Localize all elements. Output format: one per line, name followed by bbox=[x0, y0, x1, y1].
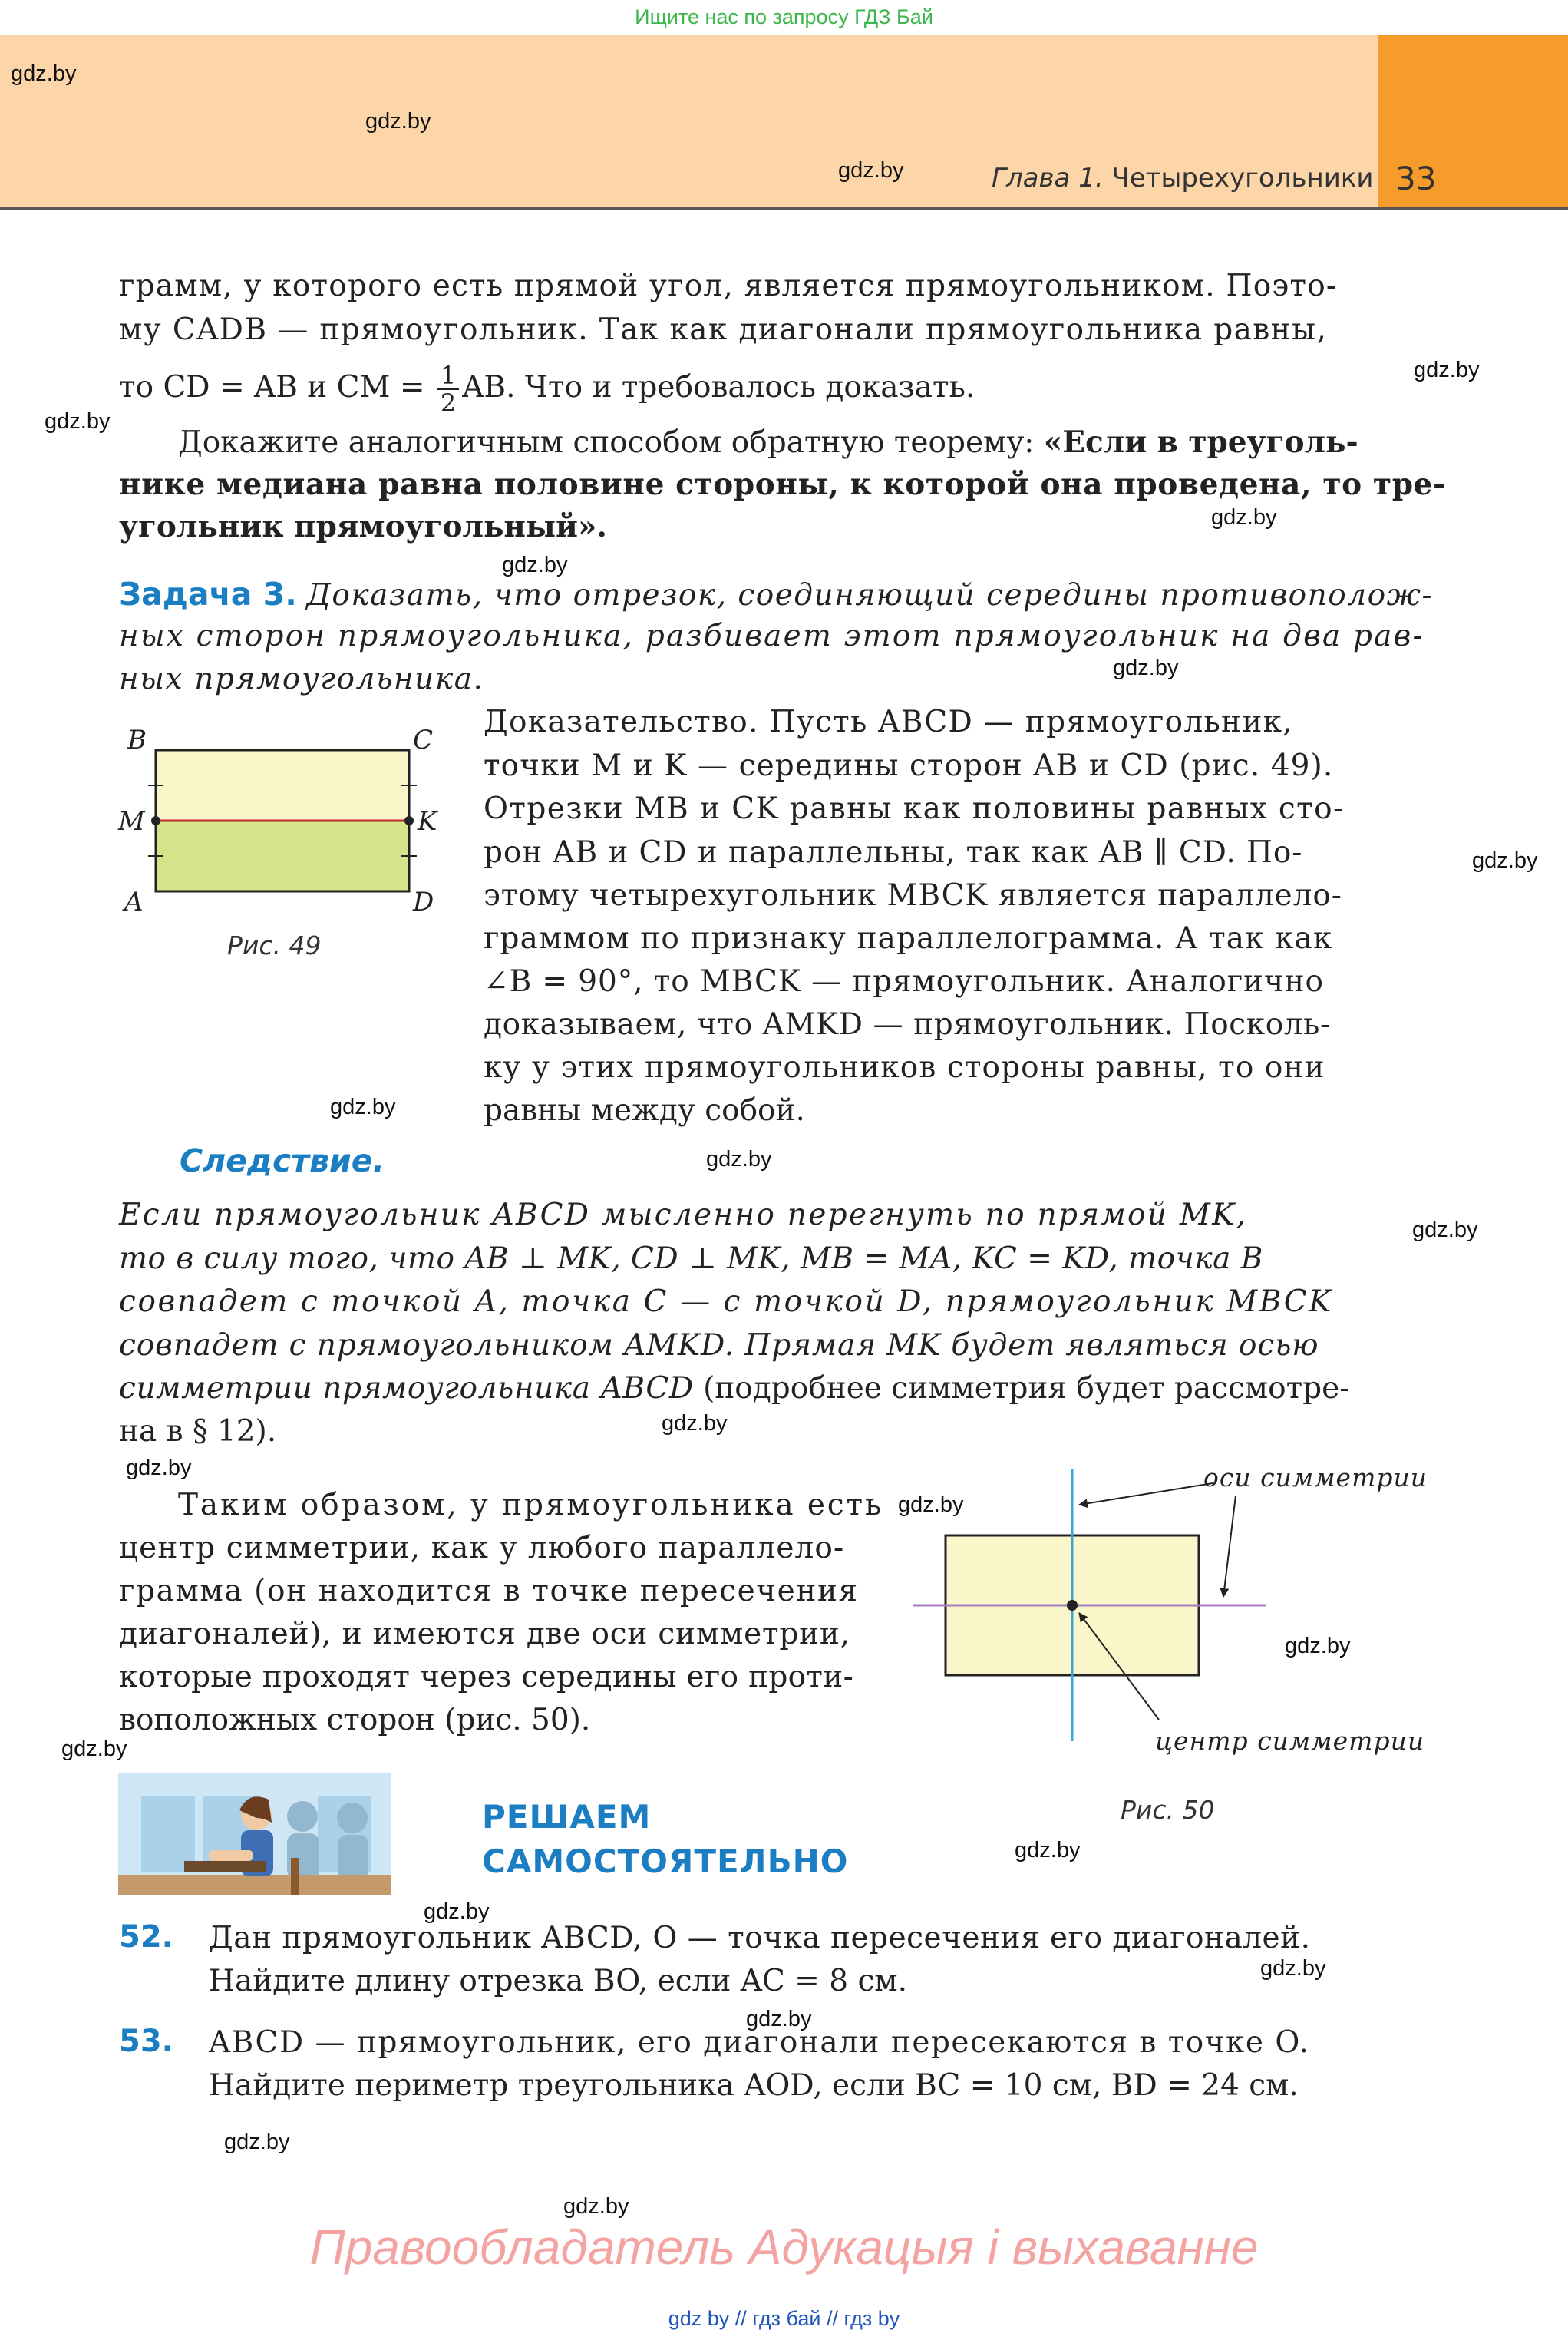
section-title-line1: РЕШАЕМ bbox=[482, 1798, 652, 1836]
proof-line: равны между собой. bbox=[484, 1093, 805, 1128]
figure-49 bbox=[115, 714, 468, 967]
center-label: центр симметрии bbox=[1155, 1726, 1425, 1756]
label-c: C bbox=[413, 725, 434, 755]
corollary-line: то в силу того, что AB ⊥ MK, CD ⊥ MK, MB = MA, KC = KD, точка B bbox=[119, 1241, 1263, 1276]
body-line: диагоналей), и имеются две оси симметрии, bbox=[119, 1617, 850, 1651]
problem-number: 53. bbox=[119, 2024, 173, 2059]
point-k bbox=[404, 816, 414, 825]
corollary-line: на в § 12). bbox=[119, 1414, 277, 1449]
header-divider bbox=[0, 207, 1568, 210]
chapter-name: Четырехугольники bbox=[1111, 163, 1374, 193]
corollary-line: совпадет с прямоугольником AMKD. Прямая MK будет являться осью bbox=[119, 1328, 1319, 1363]
watermark: gdz.by bbox=[11, 61, 77, 86]
watermark: gdz.by bbox=[365, 109, 431, 134]
task-line: ных сторон прямоугольника, разбивает этот прямоугольник на два рав- bbox=[119, 619, 1424, 653]
proof-line: ку у этих прямоугольников стороны равны, то они bbox=[484, 1050, 1325, 1085]
watermark: gdz.by bbox=[424, 1899, 490, 1924]
watermark: gdz.by bbox=[61, 1737, 127, 1761]
watermark: gdz.by bbox=[126, 1456, 192, 1480]
theorem-line: нике медиана равна половине стороны, к которой она проведена, то тре- bbox=[119, 467, 1446, 502]
watermark: gdz.by bbox=[746, 2007, 812, 2031]
corollary-line bbox=[119, 1371, 1349, 1406]
axes-label: оси симметрии bbox=[1203, 1462, 1428, 1492]
theorem-line: угольник прямоугольный». bbox=[119, 509, 607, 544]
body-line: центр симметрии, как у любого параллело- bbox=[119, 1531, 845, 1565]
label-k: K bbox=[418, 806, 437, 837]
problem-line: ABCD — прямоугольник, его диагонали пересекаются в точке O. bbox=[209, 2025, 1310, 2060]
page-number: 33 bbox=[1395, 160, 1437, 197]
watermark: gdz.by bbox=[1414, 358, 1480, 382]
watermark: gdz.by bbox=[502, 553, 568, 577]
chapter-prefix: Глава 1. bbox=[992, 163, 1104, 193]
corollary-heading: Следствие. bbox=[180, 1142, 385, 1179]
problem-line: Дан прямоугольник ABCD, O — точка пересечения его диагоналей. bbox=[209, 1921, 1311, 1955]
lower-rectangle bbox=[156, 821, 409, 891]
watermark: gdz.by bbox=[45, 409, 111, 434]
proof-line: этому четырехугольник MBCK является параллело- bbox=[484, 878, 1342, 913]
watermark: gdz.by bbox=[1412, 1218, 1478, 1242]
axis-arrow bbox=[1079, 1483, 1213, 1505]
section-title-line2: САМОСТОЯТЕЛЬНО bbox=[482, 1843, 849, 1880]
body-text: AB. Что и требовалось доказать. bbox=[462, 370, 975, 405]
body-line bbox=[178, 425, 1358, 460]
task-line bbox=[119, 576, 1433, 613]
point-m bbox=[151, 816, 160, 825]
corollary-note: (подробнее симметрия будет рассмотре- bbox=[693, 1371, 1350, 1406]
problem-number: 52. bbox=[119, 1919, 173, 1955]
body-text: то CD = AB и CM = bbox=[119, 370, 434, 405]
label-a: A bbox=[124, 887, 144, 917]
fraction-numerator: 1 bbox=[437, 362, 459, 390]
fraction-denominator: 2 bbox=[440, 388, 457, 418]
watermark: gdz.by bbox=[1472, 848, 1538, 873]
body-line bbox=[119, 362, 975, 416]
corollary-text: симметрии прямоугольника ABCD bbox=[119, 1371, 694, 1406]
copyright-footer: Правообладатель Адукацыя і выхаванне bbox=[309, 2219, 1259, 2275]
fraction bbox=[437, 362, 459, 416]
proof-line: граммом по признаку параллелограмма. А так как bbox=[484, 921, 1333, 956]
figure-49-caption: Рис. 49 bbox=[227, 930, 322, 960]
proof-line: точки M и K — середины сторон AB и CD (рис. 49). bbox=[484, 749, 1334, 783]
watermark: gdz.by bbox=[1260, 1956, 1326, 1981]
upper-rectangle bbox=[156, 750, 409, 821]
label-b: B bbox=[127, 725, 147, 755]
watermark: gdz.by bbox=[838, 158, 904, 183]
figure-50-caption: Рис. 50 bbox=[1121, 1795, 1215, 1825]
watermark: gdz.by bbox=[1113, 656, 1179, 680]
axis-arrow bbox=[1223, 1496, 1236, 1597]
theorem-text: «Если в треуголь- bbox=[1043, 425, 1358, 460]
footer-links[interactable]: gdz by // гдз бай // гдз by bbox=[668, 2307, 900, 2330]
watermark: gdz.by bbox=[706, 1147, 772, 1172]
body-line: которые проходят через середины его проти- bbox=[119, 1660, 854, 1694]
watermark: gdz.by bbox=[1015, 1838, 1081, 1862]
body-line: му CADB — прямоугольник. Так как диагонали прямоугольника равны, bbox=[119, 312, 1328, 347]
student-illustration bbox=[118, 1773, 391, 1895]
chapter-title bbox=[992, 163, 1373, 193]
proof-line: доказываем, что AMKD — прямоугольник. Посколь- bbox=[484, 1007, 1331, 1042]
task-label: Задача 3. bbox=[119, 576, 297, 613]
problem-line: Найдите длину отрезка BO, если AC = 8 см. bbox=[209, 1964, 908, 1998]
watermark: gdz.by bbox=[224, 2130, 290, 2154]
label-d: D bbox=[413, 887, 434, 917]
proof-line: Доказательство. Пусть ABCD — прямоугольник, bbox=[484, 705, 1294, 739]
watermark: gdz.by bbox=[563, 2194, 629, 2219]
proof-line: Отрезки MB и CK равны как половины равных сто- bbox=[484, 792, 1345, 826]
label-m: M bbox=[118, 806, 145, 837]
task-text: Доказать, что отрезок, соединяющий середины противополож- bbox=[306, 578, 1434, 613]
body-line: грамм, у которого есть прямой угол, является прямоугольником. Поэто- bbox=[119, 269, 1338, 303]
corollary-line: совпадет с точкой A, точка C — с точкой D, прямоугольник MBCK bbox=[119, 1284, 1333, 1319]
proof-line: ∠B = 90°, то MBCK — прямоугольник. Аналогично bbox=[484, 964, 1324, 999]
body-line: грамма (он находится в точке пересечения bbox=[119, 1574, 859, 1608]
watermark: gdz.by bbox=[330, 1095, 396, 1119]
center-point bbox=[1067, 1600, 1078, 1611]
body-line: Таким образом, у прямоугольника есть bbox=[178, 1488, 884, 1522]
watermark: gdz.by bbox=[898, 1492, 964, 1517]
proof-line: рон AB и CD и параллельны, так как AB ∥ CD. По- bbox=[484, 835, 1303, 870]
watermark: gdz.by bbox=[662, 1411, 728, 1436]
watermark: gdz.by bbox=[1211, 505, 1277, 530]
top-banner[interactable]: Ищите нас по запросу ГДЗ Бай bbox=[635, 5, 933, 28]
task-line: ных прямоугольника. bbox=[119, 662, 484, 696]
body-line: воположных сторон (рис. 50). bbox=[119, 1703, 591, 1737]
corollary-line: Если прямоугольник ABCD мысленно перегнуть по прямой MK, bbox=[119, 1198, 1248, 1232]
watermark: gdz.by bbox=[1285, 1634, 1351, 1658]
problem-line: Найдите периметр треугольника AOD, если BC = 10 см, BD = 24 см. bbox=[209, 2068, 1299, 2103]
body-text: Докажите аналогичным способом обратную теорему: bbox=[178, 425, 1044, 460]
